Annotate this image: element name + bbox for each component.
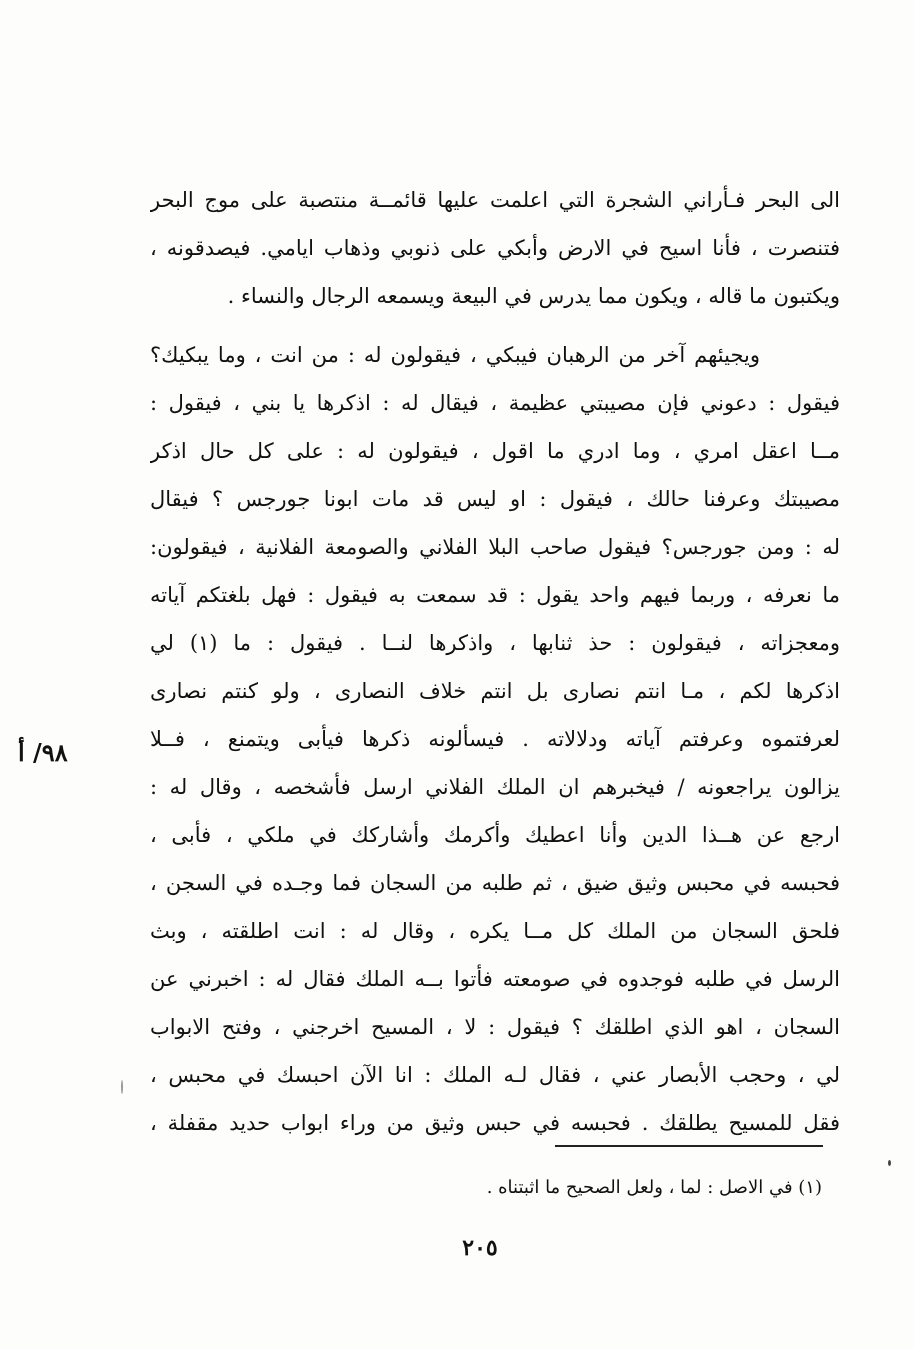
text-line: فقل للمسيح يطلقك . فحبسه في حبس وثيق من وراء ابواب حديد مقفلة ،	[150, 1111, 840, 1135]
paragraph-2	[150, 331, 840, 1147]
text-line: لي ، وحجب الأبصار عني ، فقال لـه الملك : انا الآن احبسك في محبس ،	[150, 1063, 840, 1087]
text-line: له : ومن جورجس؟ فيقول صاحب البلا الفلاني والصومعة الفلانية ، فيقولون:	[150, 535, 840, 559]
scan-speck	[121, 1080, 123, 1094]
text-line: مصيبتك وعرفنا حالك ، فيقول : او ليس قد مات ابونا جورجس ؟ فيقال	[150, 487, 840, 511]
footnote-divider	[555, 1145, 823, 1147]
page-number: ٢٠٥	[462, 1235, 498, 1261]
text-line: فتنصرت ، فأنا اسيح في الارض وأبكي على ذنوبي وذهاب ايامي. فيصدقونه ،	[150, 236, 840, 260]
text-line: الرسل في طلبه فوجدوه في صومعته فأتوا بــه الملك فقال له : اخبرني عن	[150, 967, 840, 991]
text-line: فيقول : دعوني فإن مصيبتي عظيمة ، فيقال له : اذكرها يا بني ، فيقول :	[150, 391, 840, 415]
text-line: ما نعرفه ، وربما فيهم واحد يقول : قد سمعت به فيقول : فهل بلغتكم آياته	[150, 583, 840, 607]
manuscript-folio-marker: ٩٨/ أ	[18, 738, 68, 767]
footnote: (١) في الاصل : لما ، ولعل الصحيح ما اثبتناه .	[486, 1177, 822, 1198]
text-line: اذكرها لكم ، مـا انتم نصارى بل انتم خلاف النصارى ، ولو كنتم نصارى	[150, 679, 840, 703]
text-line: مــا اعقل امري ، وما ادري ما اقول ، فيقولون له : على كل حال اذكر	[150, 439, 840, 463]
text-line: لعرفتموه وعرفتم آياته ودلالاته . فيسألونه ذكرها فيأبى ويتمنع ، فــلا	[150, 727, 840, 751]
text-line: ومعجزاته ، فيقولون : حذ ثنابها ، واذكرها لنــا . فيقول : ما (١) لي	[150, 631, 840, 655]
text-line: الى البحر فـأراني الشجرة التي اعلمت عليها قائمــة منتصبة على موج البحر	[150, 188, 840, 212]
paragraph-1	[150, 176, 840, 320]
text-line: فحبسه في محبس وثيق ضيق ، ثم طلبه من السجان فما وجـده في السجن ،	[150, 871, 840, 895]
text-line: فلحق السجان من الملك كل مــا يكره ، وقال له : انت اطلقته ، وبث	[150, 919, 840, 943]
scan-speck	[888, 1160, 891, 1166]
text-line: ويجيئهم آخر من الرهبان فيبكي ، فيقولون له : من انت ، وما يبكيك؟	[150, 343, 760, 367]
text-line: ويكتبون ما قاله ، ويكون مما يدرس في البيعة ويسمعه الرجال والنساء .	[227, 284, 840, 308]
text-line: يزالون يراجعونه / فيخبرهم ان الملك الفلاني ارسل فأشخصه ، وقال له :	[150, 775, 840, 799]
text-line: ارجع عن هــذا الدين وأنا اعطيك وأكرمك وأشاركك في ملكي ، فأبى ،	[150, 823, 840, 847]
text-line: السجان ، اهو الذي اطلقك ؟ فيقول : لا ، المسيح اخرجني ، وفتح الابواب	[150, 1015, 840, 1039]
